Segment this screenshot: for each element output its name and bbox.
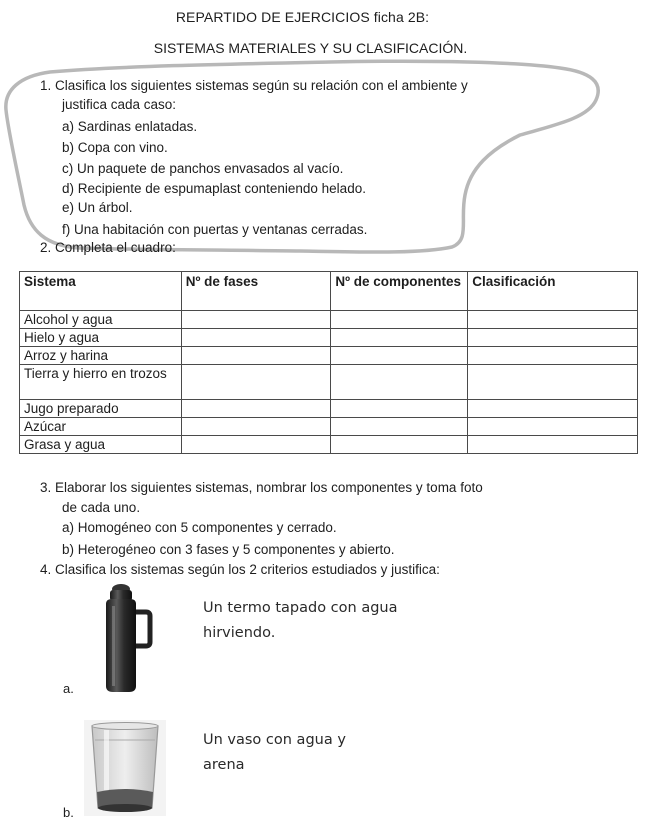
item-a-letter: a.	[63, 681, 74, 696]
row-label: Jugo preparado	[20, 400, 182, 418]
exercise-1-statement: 1. Clasifica los siguientes sistemas según su relación con el ambiente y	[40, 78, 468, 93]
empty-cell[interactable]	[331, 311, 468, 329]
column-header-sistema: Sistema	[20, 272, 182, 311]
item-a-caption-line-1: Un termo tapado con agua	[203, 600, 398, 616]
empty-cell[interactable]	[181, 365, 331, 400]
row-label: Alcohol y agua	[20, 311, 182, 329]
empty-cell[interactable]	[181, 436, 331, 454]
table-row	[20, 400, 638, 418]
item-b-caption-line-1: Un vaso con agua y	[203, 732, 346, 748]
table-header-row	[20, 272, 638, 311]
empty-cell[interactable]	[468, 365, 638, 400]
table-row	[20, 329, 638, 347]
empty-cell[interactable]	[331, 400, 468, 418]
empty-cell[interactable]	[468, 400, 638, 418]
empty-cell[interactable]	[331, 365, 468, 400]
exercise-3-item-a: a) Homogéneo con 5 componentes y cerrado.	[62, 520, 337, 535]
empty-cell[interactable]	[331, 329, 468, 347]
exercise-1-item-c: c) Un paquete de panchos envasados al vacío.	[62, 161, 344, 176]
table-row	[20, 436, 638, 454]
glass-with-sand-image	[84, 720, 166, 816]
page-subtitle: SISTEMAS MATERIALES Y SU CLASIFICACIÓN.	[153, 40, 468, 56]
exercise-1-item-e: e) Un árbol.	[62, 200, 133, 215]
thermos-image	[96, 582, 156, 694]
row-label: Tierra y hierro en trozos	[20, 365, 182, 400]
table-row	[20, 365, 638, 400]
column-header-fases: Nº de fases	[181, 272, 331, 311]
empty-cell[interactable]	[468, 311, 638, 329]
classification-table	[19, 271, 638, 454]
table-row	[20, 311, 638, 329]
page-title: REPARTIDO DE EJERCICIOS ficha 2B:	[175, 9, 430, 25]
column-header-componentes: Nº de componentes	[331, 272, 468, 311]
empty-cell[interactable]	[181, 311, 331, 329]
row-label: Azúcar	[20, 418, 182, 436]
empty-cell[interactable]	[181, 347, 331, 365]
table-row	[20, 347, 638, 365]
table-row	[20, 418, 638, 436]
column-header-clasificacion: Clasificación	[468, 272, 638, 311]
exercise-2-statement: 2. Completa el cuadro:	[40, 240, 176, 255]
row-label: Grasa y agua	[20, 436, 182, 454]
empty-cell[interactable]	[181, 400, 331, 418]
row-label: Arroz y harina	[20, 347, 182, 365]
exercise-1-statement-cont: justifica cada caso:	[62, 97, 177, 112]
exercise-1-item-a: a) Sardinas enlatadas.	[62, 119, 198, 134]
empty-cell[interactable]	[468, 436, 638, 454]
empty-cell[interactable]	[181, 418, 331, 436]
item-a-caption-line-2: hirviendo.	[203, 625, 276, 641]
empty-cell[interactable]	[331, 436, 468, 454]
exercise-3-statement-cont: de cada uno.	[62, 500, 141, 515]
exercise-4-statement: 4. Clasifica los sistemas según los 2 criterios estudiados y justifica:	[40, 562, 440, 577]
exercise-1-item-f: f) Una habitación con puertas y ventanas cerradas.	[62, 222, 368, 237]
empty-cell[interactable]	[331, 347, 468, 365]
item-b-caption-line-2: arena	[203, 757, 245, 773]
empty-cell[interactable]	[468, 347, 638, 365]
empty-cell[interactable]	[468, 329, 638, 347]
empty-cell[interactable]	[181, 329, 331, 347]
row-label: Hielo y agua	[20, 329, 182, 347]
empty-cell[interactable]	[331, 418, 468, 436]
exercise-1-item-b: b) Copa con vino.	[62, 140, 168, 155]
exercise-3-statement: 3. Elaborar los siguientes sistemas, nombrar los componentes y toma foto	[40, 480, 483, 495]
item-b-letter: b.	[63, 805, 74, 820]
empty-cell[interactable]	[468, 418, 638, 436]
exercise-1-item-d: d) Recipiente de espumaplast conteniendo helado.	[62, 181, 366, 196]
exercise-3-item-b: b) Heterogéneo con 3 fases y 5 componentes y abierto.	[62, 542, 395, 557]
